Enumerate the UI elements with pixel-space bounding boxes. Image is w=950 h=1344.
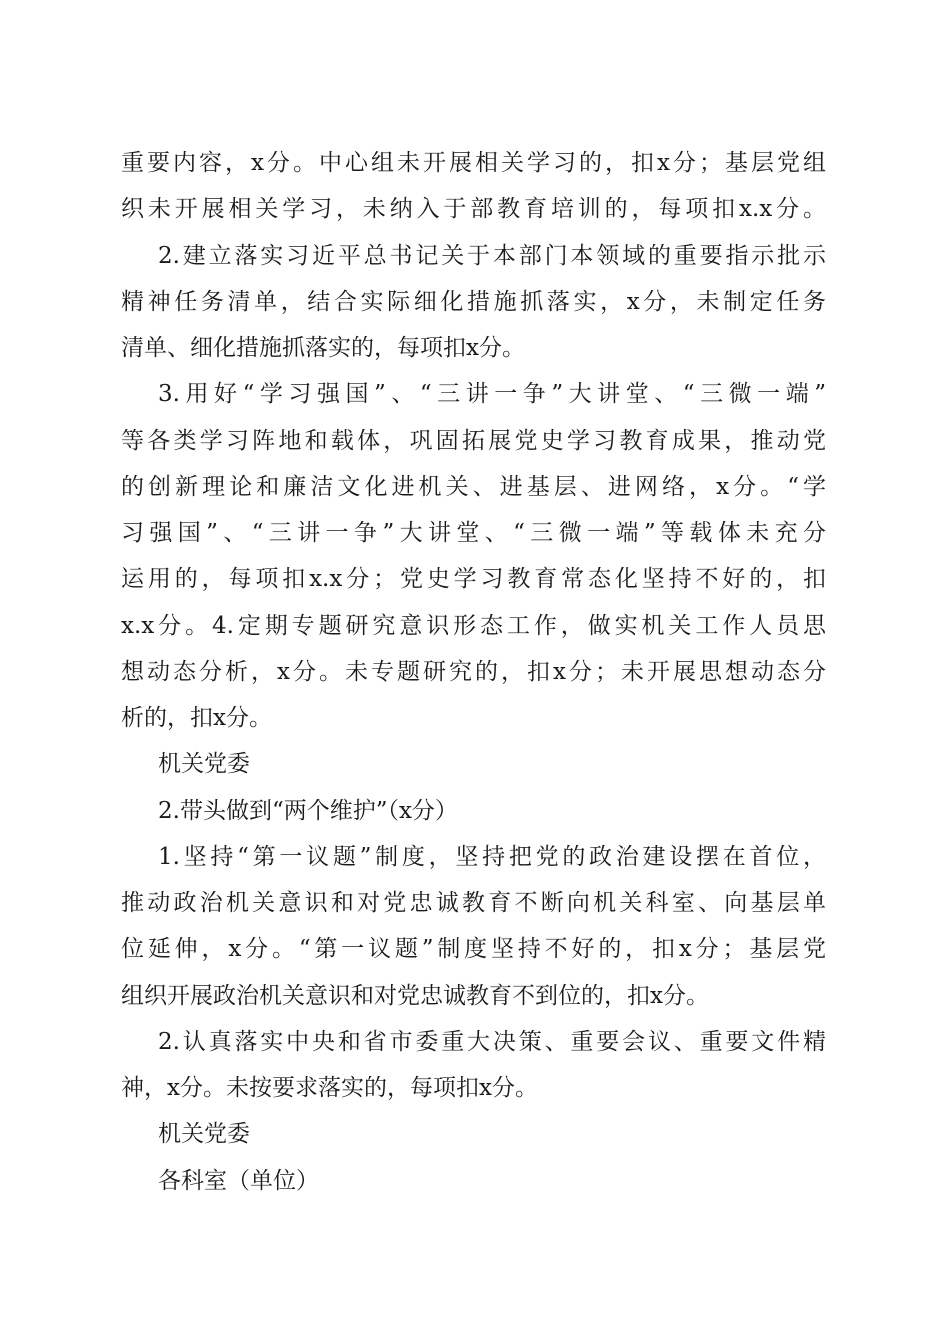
text-line: 2.认真落实中央和省市委重大决策、重要会议、重要文件精 xyxy=(158,1029,826,1055)
text-line: 组织开展政治机关意识和对党忠诚教育不到位的，扣x分。 xyxy=(121,983,709,1009)
text-line: 精神任务清单，结合实际细化措施抓落实，x分，未制定任务 xyxy=(121,289,826,315)
text-line: 运用的，每项扣x.x分；党史学习教育常态化坚持不好的，扣 xyxy=(121,566,826,592)
text-line: 的创新理论和廉洁文化进机关、进基层、进网络，x分。“学 xyxy=(121,474,826,500)
text-line: 清单、细化措施抓落实的，每项扣x分。 xyxy=(121,335,525,361)
text-line: x.x分。4.定期专题研究意识形态工作，做实机关工作人员思 xyxy=(121,613,826,639)
text-line: 重要内容，x分。中心组未开展相关学习的，扣x分；基层党组 xyxy=(121,150,826,176)
text-line: 想动态分析，x分。未专题研究的，扣x分；未开展思想动态分 xyxy=(121,659,826,685)
text-line: 位延伸，x分。“第一议题”制度坚持不好的，扣x分；基层党 xyxy=(121,936,826,962)
text-line: 3.用好“学习强国”、“三讲一争”大讲堂、“三微一端” xyxy=(158,381,826,407)
text-line: 1.坚持“第一议题”制度，坚持把党的政治建设摆在首位， xyxy=(158,844,826,870)
text-line: 等各类学习阵地和载体，巩固拓展党史学习教育成果，推动党 xyxy=(121,428,826,454)
section-heading: 2.带头做到“两个维护”（x分） xyxy=(158,798,458,824)
text-line: 神，x分。未按要求落实的，每项扣x分。 xyxy=(121,1075,538,1101)
section-owner: 各科室（单位） xyxy=(158,1168,319,1194)
text-line: 习强国”、“三讲一争”大讲堂、“三微一端”等载体未充分 xyxy=(121,520,826,546)
section-owner: 机关党委 xyxy=(158,751,250,777)
text-line: 2.建立落实习近平总书记关于本部门本领域的重要指示批示 xyxy=(158,243,826,269)
text-line: 推动政治机关意识和对党忠诚教育不断向机关科室、向基层单 xyxy=(121,890,826,916)
text-line: 织未开展相关学习，未纳入于部教育培训的，每项扣x.x分。 xyxy=(121,196,826,222)
section-owner: 机关党委 xyxy=(158,1121,250,1147)
text-line: 析的，扣x分。 xyxy=(121,705,272,731)
